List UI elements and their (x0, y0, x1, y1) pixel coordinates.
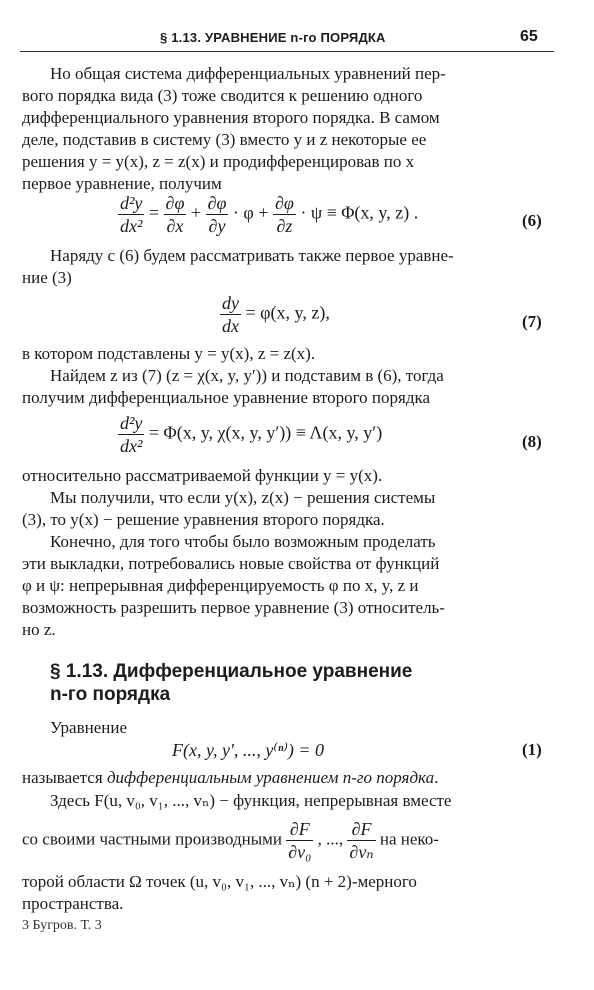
fraction: $\frac{\partial\varphi}{\partial y}$ (207, 193, 227, 236)
fraction: $\frac{\partial\varphi}{\partial x}$ (165, 193, 185, 236)
fraction: $\frac{\text{d²y}}{\text{dx²}}$ (120, 193, 143, 236)
text-line: Конечно, для того чтобы было возможным проделать (50, 532, 436, 551)
equation-6: $\frac{\text{d²y}}{\text{dx²}}$ = $\frac{\partial\varphi}{\partial x}$ + $\frac{\partial\varphi}{\partial y}$ · φ + $\frac{\partial\varphi}{\partial z}$ · ψ ≡ Φ(x, y, z) . (120, 193, 419, 236)
header-rule (20, 51, 554, 52)
equation-number-6: (6) (522, 211, 542, 230)
text-line: φ и ψ: непрерывная дифференцируемость φ по x, y, z и (22, 576, 419, 595)
fraction: $\frac{dy}{dx}$ (222, 293, 239, 336)
text-line: ние (3) (22, 268, 72, 287)
fraction: $\frac{\partial F}{\text{∂v₀}}$ (288, 819, 312, 862)
section-title-line2: n-го порядка (50, 684, 171, 705)
text-line: Найдем z из (7) (z = χ(x, y, y′)) и подставим в (6), тогда (50, 366, 444, 385)
equation-number-1: (1) (522, 740, 542, 759)
footer-signature: 3 Бугров. Т. 3 (22, 918, 102, 933)
text-line: торой области Ω точек (u, v₀, v₁, ..., vₙ) (n + 2)-мерного (22, 872, 417, 891)
text-line: пространства. (22, 894, 124, 913)
text-line: Уравнение (50, 718, 127, 737)
text-line: вого порядка вида (3) тоже сводится к решению одного (22, 86, 423, 105)
equation-7: $\frac{dy}{dx}$ = φ(x, y, z), (222, 293, 330, 336)
text-line: Здесь F(u, v₀, v₁, ..., vₙ) − функция, непрерывная вместе (50, 791, 452, 810)
running-title: § 1.13. УРАВНЕНИЕ n-го ПОРЯДКА (160, 30, 386, 45)
text-line: (3), то y(x) − решение уравнения второго порядка. (22, 510, 385, 529)
fraction: $\frac{\partial F}{\text{∂vₙ}}$ (349, 819, 374, 862)
text-line: получим дифференциальное уравнение второго порядка (22, 388, 431, 407)
partials-line: со своими частными производными $\frac{\partial F}{\text{∂v₀}}$ , ..., $\frac{\partial F}{\text{∂vₙ}}$ на неко- (22, 819, 439, 862)
text-line: деле, подставив в систему (3) вместо y и z некоторые ее (22, 130, 427, 149)
equation-8: $\frac{\text{d²y}}{\text{dx²}}$ = Φ(x, y, χ(x, y, y′)) ≡ Λ(x, y, y′) (120, 413, 383, 456)
text-line: в котором подставлены y = y(x), z = z(x). (22, 344, 316, 363)
defined-term: дифференциальным уравнением n-го порядка (106, 768, 435, 787)
text-line: дифференциального уравнения второго порядка. В самом (22, 108, 440, 127)
equation-number-8: (8) (522, 432, 542, 451)
equation-number-7: (7) (522, 312, 542, 331)
text-line: эти выкладки, потребовались новые свойства от функций (22, 554, 440, 573)
text-line: но z. (22, 620, 56, 639)
text-line: решения y = y(x), z = z(x) и продифференцировав по x (22, 152, 415, 171)
text-line: относительно рассматриваемой функции y = y(x). (22, 466, 383, 485)
equation-1: F(x, y, y′, ..., y⁽ⁿ⁾) = 0 (172, 740, 325, 760)
text-line: Наряду с (6) будем рассматривать также первое уравне- (50, 246, 454, 265)
text-line: возможность разрешить первое уравнение (3) относитель- (22, 598, 445, 617)
definition-line: называется дифференциальным уравнением n-го порядка. (22, 768, 439, 787)
page-number: 65 (520, 28, 538, 45)
text-line: Но общая система дифференциальных уравнений пер- (50, 64, 446, 83)
text-line: первое уравнение, получим (22, 174, 222, 193)
fraction: $\frac{\text{d²y}}{\text{dx²}}$ (120, 413, 143, 456)
text-line: Мы получили, что если y(x), z(x) − решения системы (50, 488, 436, 507)
section-title-line1: § 1.13. Дифференциальное уравнение (50, 661, 413, 682)
fraction: $\frac{\partial\varphi}{\partial z}$ (274, 193, 294, 236)
